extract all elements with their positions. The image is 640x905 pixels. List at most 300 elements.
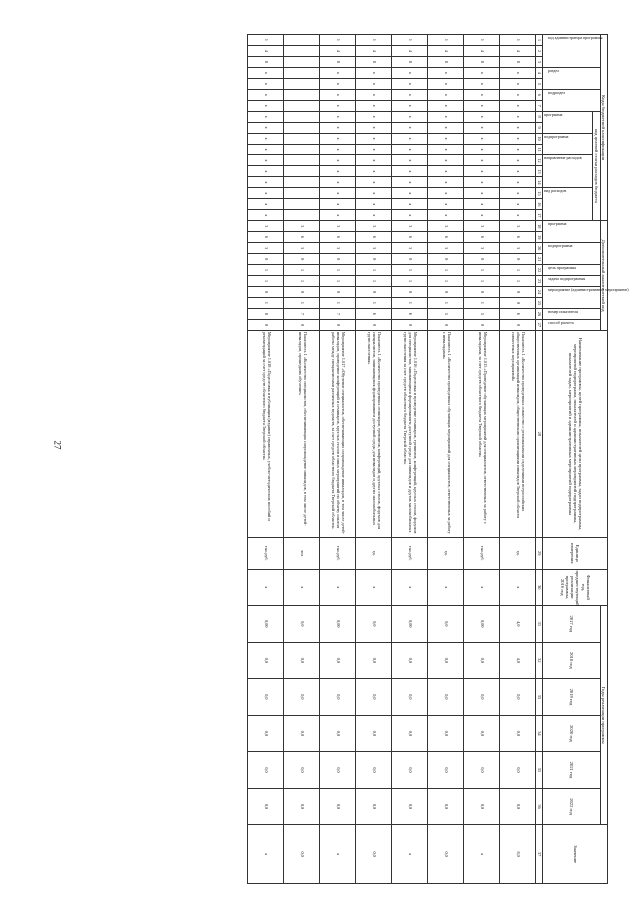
row-year-value: 0,0: [248, 642, 284, 679]
row-year-value: 0,0: [500, 752, 536, 789]
row-year-value: 0,0: [464, 715, 500, 752]
code-cell: х: [464, 111, 500, 122]
code-cell: 4: [464, 45, 500, 56]
code-cell: х: [356, 111, 392, 122]
code-cell: х: [320, 144, 356, 155]
code-cell: [284, 56, 320, 67]
row-year-value: 0,0: [428, 642, 464, 679]
column-number: 31: [536, 606, 543, 643]
row-year-value: 0,0: [356, 788, 392, 825]
kcsr-header: код целевой статьи расходов бюджета: [593, 111, 600, 221]
podprogram2-header: подпрограмма: [547, 243, 573, 249]
code-cell: 6: [320, 232, 356, 243]
code-cell: 0: [284, 254, 320, 265]
code-cell: х: [320, 188, 356, 199]
code-cell: 0: [320, 319, 356, 330]
code-cell: х: [500, 144, 536, 155]
table-row: [320, 35, 356, 884]
page-number: 27: [52, 440, 63, 450]
row-year-value: 0,00: [464, 606, 500, 643]
code-cell: 6: [284, 232, 320, 243]
code-cell: 4: [428, 45, 464, 56]
row-final-value: х: [464, 825, 500, 884]
code-cell: х: [428, 100, 464, 111]
column-number: 32: [536, 642, 543, 679]
code-cell: х: [428, 133, 464, 144]
code-cell: 8: [500, 56, 536, 67]
column-number: 33: [536, 679, 543, 716]
code-cell: 3: [428, 243, 464, 254]
column-number: 6: [536, 89, 543, 100]
code-cell: 1: [392, 265, 428, 276]
column-number: 16: [536, 199, 543, 210]
code-cell: х: [500, 122, 536, 133]
code-cell: х: [428, 210, 464, 221]
row-unit: чел: [284, 537, 320, 569]
code-cell: х: [392, 67, 428, 78]
code-cell: х: [248, 155, 284, 166]
row-name: Показатель 1 «Количество проведенных совместно с региональными отделениями всероссийских общественных организаций инвалидов, общественными организациями инвалидов Тверской области совместных мероприятий»: [500, 330, 536, 537]
code-cell: 0: [500, 319, 536, 330]
code-cell: х: [464, 188, 500, 199]
code-cell: х: [392, 199, 428, 210]
code-cell: х: [500, 133, 536, 144]
code-cell: 4: [248, 45, 284, 56]
code-cell: 1: [320, 276, 356, 287]
column-number: 15: [536, 188, 543, 199]
code-cell: х: [320, 177, 356, 188]
column-number: 5: [536, 78, 543, 89]
code-cell: 3: [464, 243, 500, 254]
row-year-value: 0,0: [356, 715, 392, 752]
code-cell: х: [320, 100, 356, 111]
table-row: [248, 35, 284, 884]
row-final-value: 0,0: [284, 825, 320, 884]
code-cell: 1: [392, 297, 428, 308]
code-cell: [284, 188, 320, 199]
code-cell: х: [428, 166, 464, 177]
code-cell: х: [464, 199, 500, 210]
code-cell: х: [464, 122, 500, 133]
row-year-value: 0,0: [392, 642, 428, 679]
column-number: 28: [536, 330, 543, 537]
code-cell: 0: [356, 254, 392, 265]
code-cell: 1: [320, 35, 356, 46]
code-cell: [284, 155, 320, 166]
code-cell: х: [464, 89, 500, 100]
code-cell: 3: [320, 243, 356, 254]
code-cell: 0: [428, 287, 464, 298]
podprogram-header: подпрограмма: [543, 133, 569, 139]
code-cell: [284, 100, 320, 111]
code-cell: х: [428, 199, 464, 210]
code-cell: 1: [428, 297, 464, 308]
code-cell: [284, 199, 320, 210]
row-fin-year: х: [248, 569, 284, 606]
column-number: 1: [536, 35, 543, 46]
column-number: 20: [536, 243, 543, 254]
row-fin-year: х: [392, 569, 428, 606]
fin-year-header: Финансовый год, предшествующий реализации программы, 2016 год: [543, 569, 608, 606]
code-cell: 1: [500, 276, 536, 287]
column-number: 22: [536, 265, 543, 276]
row-unit: ед.: [428, 537, 464, 569]
row-year-value: 0,0: [356, 642, 392, 679]
row-name: Показатель 1 «Количество специалистов, обеспечивающих сопровождение инвалидов, в том числе детей-инвалидов, прошедших обучение»: [284, 330, 320, 537]
column-number: 18: [536, 221, 543, 232]
code-cell: 3: [500, 243, 536, 254]
code-cell: 6: [392, 308, 428, 319]
code-cell: х: [320, 155, 356, 166]
column-number: 12: [536, 155, 543, 166]
code-cell: [284, 45, 320, 56]
code-cell: х: [500, 155, 536, 166]
code-cell: 0: [500, 297, 536, 308]
row-year-value: 0,0: [356, 679, 392, 716]
code-cell: [284, 122, 320, 133]
code-cell: 1: [392, 35, 428, 46]
code-cell: х: [248, 111, 284, 122]
podrazdel-header: подраздел: [547, 89, 565, 95]
column-number: 17: [536, 210, 543, 221]
code-cell: [284, 111, 320, 122]
code-cell: х: [428, 177, 464, 188]
row-year-value: 0,00: [320, 606, 356, 643]
row-year-value: 0,0: [500, 679, 536, 716]
final-value-header: Значение: [543, 825, 608, 884]
row-year-value: 0,0: [428, 606, 464, 643]
code-cell: х: [392, 210, 428, 221]
code-cell: х: [356, 78, 392, 89]
code-cell: 0: [500, 287, 536, 298]
code-cell: 8: [464, 56, 500, 67]
code-cell: 0: [464, 254, 500, 265]
code-cell: х: [320, 111, 356, 122]
column-number: 25: [536, 297, 543, 308]
code-cell: 1: [284, 297, 320, 308]
code-cell: [284, 177, 320, 188]
row-year-value: 0,0: [248, 679, 284, 716]
row-name: Мероприятие 1.018 «Подготовка и публикация (издание) справочных, учебно-методических пособий и рекомендаций за счет средств областного бюджета Тверской области»: [248, 330, 284, 537]
code-cell: х: [356, 100, 392, 111]
code-cell: [284, 144, 320, 155]
code-cell: х: [356, 122, 392, 133]
napr-header: направление расходов: [543, 155, 582, 161]
code-cell: х: [356, 166, 392, 177]
row-year-value: 0,0: [356, 606, 392, 643]
code-cell: 0: [248, 254, 284, 265]
code-cell: 3: [428, 221, 464, 232]
year-2018: 2018 год: [543, 642, 600, 679]
code-cell: х: [248, 89, 284, 100]
column-number: 2: [536, 45, 543, 56]
code-cell: х: [428, 78, 464, 89]
table-row: [428, 35, 464, 884]
code-cell: 1: [248, 297, 284, 308]
code-cell: 8: [392, 56, 428, 67]
code-cell: 1: [428, 276, 464, 287]
row-year-value: 0,0: [284, 715, 320, 752]
code-cell: х: [392, 89, 428, 100]
code-cell: 0: [392, 287, 428, 298]
code-cell: х: [320, 199, 356, 210]
code-cell: [284, 78, 320, 89]
column-number: 35: [536, 752, 543, 789]
code-cell: 1: [392, 276, 428, 287]
code-cell: 6: [356, 308, 392, 319]
code-cell: х: [320, 122, 356, 133]
code-cell: 6: [500, 308, 536, 319]
row-unit: тыс.руб.: [392, 537, 428, 569]
row-year-value: 0,0: [284, 788, 320, 825]
row-year-value: 0,0: [320, 642, 356, 679]
code-cell: 0: [500, 254, 536, 265]
code-cell: [284, 210, 320, 221]
code-cell: х: [500, 78, 536, 89]
row-final-value: 8,0: [500, 825, 536, 884]
row-year-value: 0,0: [248, 715, 284, 752]
row-name: Мероприятие 1.015 «Проведение обучающих мероприятий для специалистов, ответственных за работу с инвалидами, за счет средств областного бюджета Тверской области»: [464, 330, 500, 537]
column-number: 37: [536, 825, 543, 884]
code-cell: 1: [320, 297, 356, 308]
column-number: 13: [536, 166, 543, 177]
code-cell: х: [464, 166, 500, 177]
row-year-value: 4,0: [500, 606, 536, 643]
column-number: 10: [536, 133, 543, 144]
code-cell: 6: [392, 232, 428, 243]
code-cell: х: [320, 210, 356, 221]
code-cell: 3: [320, 221, 356, 232]
column-number: 19: [536, 232, 543, 243]
column-number: 27: [536, 319, 543, 330]
zadacha-header: задача подпрограммы: [547, 276, 585, 282]
code-cell: х: [500, 100, 536, 111]
code-cell: 0: [356, 287, 392, 298]
code-cell: 5: [464, 308, 500, 319]
code-cell: 1: [356, 297, 392, 308]
code-cell: х: [464, 177, 500, 188]
column-number: 26: [536, 308, 543, 319]
sposob-header: способ расчета: [547, 319, 574, 325]
code-cell: х: [500, 67, 536, 78]
code-cell: х: [428, 67, 464, 78]
row-name: Показатель 1 «Количество проведенных семинаров, тренингов, конференций, круглых столов, форумов для специалистов, занимающихся формированием доступной среды для инвалидов и других маломобильных групп населения»: [356, 330, 392, 537]
code-cell: [284, 89, 320, 100]
code-cell: х: [500, 188, 536, 199]
year-2019: 2019 год: [543, 679, 600, 716]
code-cell: 1: [464, 35, 500, 46]
code-cell: 0: [248, 287, 284, 298]
code-cell: 3: [284, 243, 320, 254]
code-cell: 1: [248, 265, 284, 276]
row-year-value: 0,0: [392, 715, 428, 752]
code-cell: х: [464, 155, 500, 166]
column-number: 34: [536, 715, 543, 752]
program-table: [247, 34, 629, 884]
code-cell: 6: [500, 232, 536, 243]
code-cell: х: [464, 67, 500, 78]
row-year-value: 0,0: [464, 788, 500, 825]
cel-header: цель программы: [547, 265, 576, 271]
code-cell: 4: [392, 45, 428, 56]
code-cell: х: [248, 210, 284, 221]
code-cell: 0: [284, 319, 320, 330]
row-year-value: 0,00: [248, 606, 284, 643]
row-unit: тыс.руб.: [320, 537, 356, 569]
row-name: Мероприятие 1.016 «Подготовка и проведение семинаров, тренингов, конференций, круглых столов, форумов для специалистов, занимающихся формированием доступной среды для инвалидов и других маломобильных групп населения за счет средств областного бюджета Тверской области»: [392, 330, 428, 537]
code-cell: х: [428, 111, 464, 122]
row-year-value: 0,0: [284, 752, 320, 789]
analytic-code-header: Дополнительный аналитический код: [600, 221, 607, 331]
code-cell: х: [356, 67, 392, 78]
row-final-value: 0,0: [356, 825, 392, 884]
code-cell: 3: [392, 221, 428, 232]
column-number: 8: [536, 111, 543, 122]
year-2021: 2021 год: [543, 752, 600, 789]
column-number: 36: [536, 788, 543, 825]
code-cell: 0: [392, 254, 428, 265]
code-cell: 3: [356, 221, 392, 232]
code-cell: 1: [284, 265, 320, 276]
code-cell: 0: [320, 254, 356, 265]
code-cell: х: [428, 155, 464, 166]
code-cell: 7: [284, 308, 320, 319]
code-cell: х: [392, 122, 428, 133]
row-year-value: 0,00: [392, 606, 428, 643]
row-fin-year: х: [428, 569, 464, 606]
row-year-value: 0,0: [392, 679, 428, 716]
row-unit: тыс.руб.: [464, 537, 500, 569]
name-header: Наименование программы, целей программы, показателей цели программы, задач подпрограммы, мероприятий подпрограмм, показателей и административных мероприятий подпрограммы, показателей задач, мероприятий и административных мероприятий подпрограммы: [543, 330, 608, 537]
column-number-row: [536, 35, 543, 884]
row-year-value: 0,0: [464, 642, 500, 679]
column-number: 9: [536, 122, 543, 133]
code-cell: 1: [356, 276, 392, 287]
code-cell: 0: [356, 319, 392, 330]
code-cell: х: [248, 177, 284, 188]
row-year-value: 0,0: [356, 752, 392, 789]
program-table-container: [92, 34, 629, 884]
code-cell: х: [248, 67, 284, 78]
code-cell: х: [428, 122, 464, 133]
row-fin-year: х: [500, 569, 536, 606]
code-cell: х: [356, 210, 392, 221]
row-final-value: х: [248, 825, 284, 884]
column-number: 7: [536, 100, 543, 111]
code-cell: х: [248, 122, 284, 133]
row-year-value: 0,0: [500, 788, 536, 825]
table-row: [464, 35, 500, 884]
table-row: [500, 35, 536, 884]
code-cell: х: [356, 177, 392, 188]
year-2017: 2017 год: [543, 606, 600, 643]
column-number: 4: [536, 67, 543, 78]
row-year-value: 0,0: [464, 752, 500, 789]
code-cell: 4: [500, 45, 536, 56]
program2-header: программа: [547, 221, 566, 227]
table-row: [392, 35, 428, 884]
code-cell: х: [500, 199, 536, 210]
code-cell: 1: [356, 265, 392, 276]
row-year-value: 4,0: [500, 642, 536, 679]
code-cell: 8: [356, 56, 392, 67]
row-year-value: 0,0: [428, 715, 464, 752]
year-2020: 2020 год: [543, 715, 600, 752]
column-number: 14: [536, 177, 543, 188]
code-cell: 5: [428, 308, 464, 319]
code-cell: 0: [284, 287, 320, 298]
code-cell: х: [248, 78, 284, 89]
code-cell: 3: [500, 221, 536, 232]
row-fin-year: х: [320, 569, 356, 606]
code-cell: [284, 35, 320, 46]
code-cell: 6: [428, 232, 464, 243]
code-cell: 3: [464, 221, 500, 232]
code-cell: 1: [428, 265, 464, 276]
code-cell: 3: [284, 221, 320, 232]
code-cell: 8: [248, 56, 284, 67]
code-cell: 0: [248, 319, 284, 330]
code-cell: 3: [356, 243, 392, 254]
code-cell: 1: [500, 35, 536, 46]
code-cell: 1: [464, 265, 500, 276]
code-cell: 0: [428, 319, 464, 330]
row-year-value: 0,0: [392, 752, 428, 789]
code-cell: х: [392, 133, 428, 144]
code-cell: 8: [248, 308, 284, 319]
code-cell: х: [248, 166, 284, 177]
code-cell: х: [356, 188, 392, 199]
row-fin-year: х: [464, 569, 500, 606]
years-group-header: Годы реализации программы: [600, 606, 607, 825]
table-row: [356, 35, 392, 884]
code-cell: х: [356, 155, 392, 166]
code-cell: 1: [428, 35, 464, 46]
column-number: 23: [536, 276, 543, 287]
code-cell: 4: [356, 45, 392, 56]
row-year-value: 0,0: [320, 752, 356, 789]
year-2022: 2022 год: [543, 788, 600, 825]
meropr-header: мероприятие (административное мероприятие): [547, 287, 629, 293]
code-cell: х: [392, 144, 428, 155]
code-cell: [284, 133, 320, 144]
program-header: программа: [543, 111, 563, 117]
code-cell: 1: [464, 297, 500, 308]
code-cell: х: [356, 144, 392, 155]
code-cell: 0: [464, 319, 500, 330]
table-row: [284, 35, 320, 884]
code-cell: х: [500, 177, 536, 188]
code-cell: 1: [248, 276, 284, 287]
column-number: 3: [536, 56, 543, 67]
code-cell: х: [500, 210, 536, 221]
rotated-page: [92, 34, 629, 884]
razdel-header: раздел: [547, 67, 559, 73]
code-cell: 4: [320, 45, 356, 56]
row-name: Мероприятие 1.017 «Обучение специалистов, обеспечивающих сопровождение инвалидов, в том числе детей-инвалидов, проведение конференций и семинаров, круглых столов и иных мероприятий по обмену опытом работы между специалистами различных ведомств, за счет средств областного бюджета Тверской области»: [320, 330, 356, 537]
code-cell: х: [392, 166, 428, 177]
code-cell: х: [356, 133, 392, 144]
code-cell: 8: [320, 56, 356, 67]
code-cell: х: [392, 155, 428, 166]
row-year-value: 0,0: [392, 788, 428, 825]
code-cell: 1: [248, 35, 284, 46]
row-year-value: 0,0: [320, 679, 356, 716]
column-number: 29: [536, 537, 543, 569]
row-year-value: 0,0: [284, 679, 320, 716]
code-cell: 1: [284, 276, 320, 287]
row-fin-year: х: [284, 569, 320, 606]
